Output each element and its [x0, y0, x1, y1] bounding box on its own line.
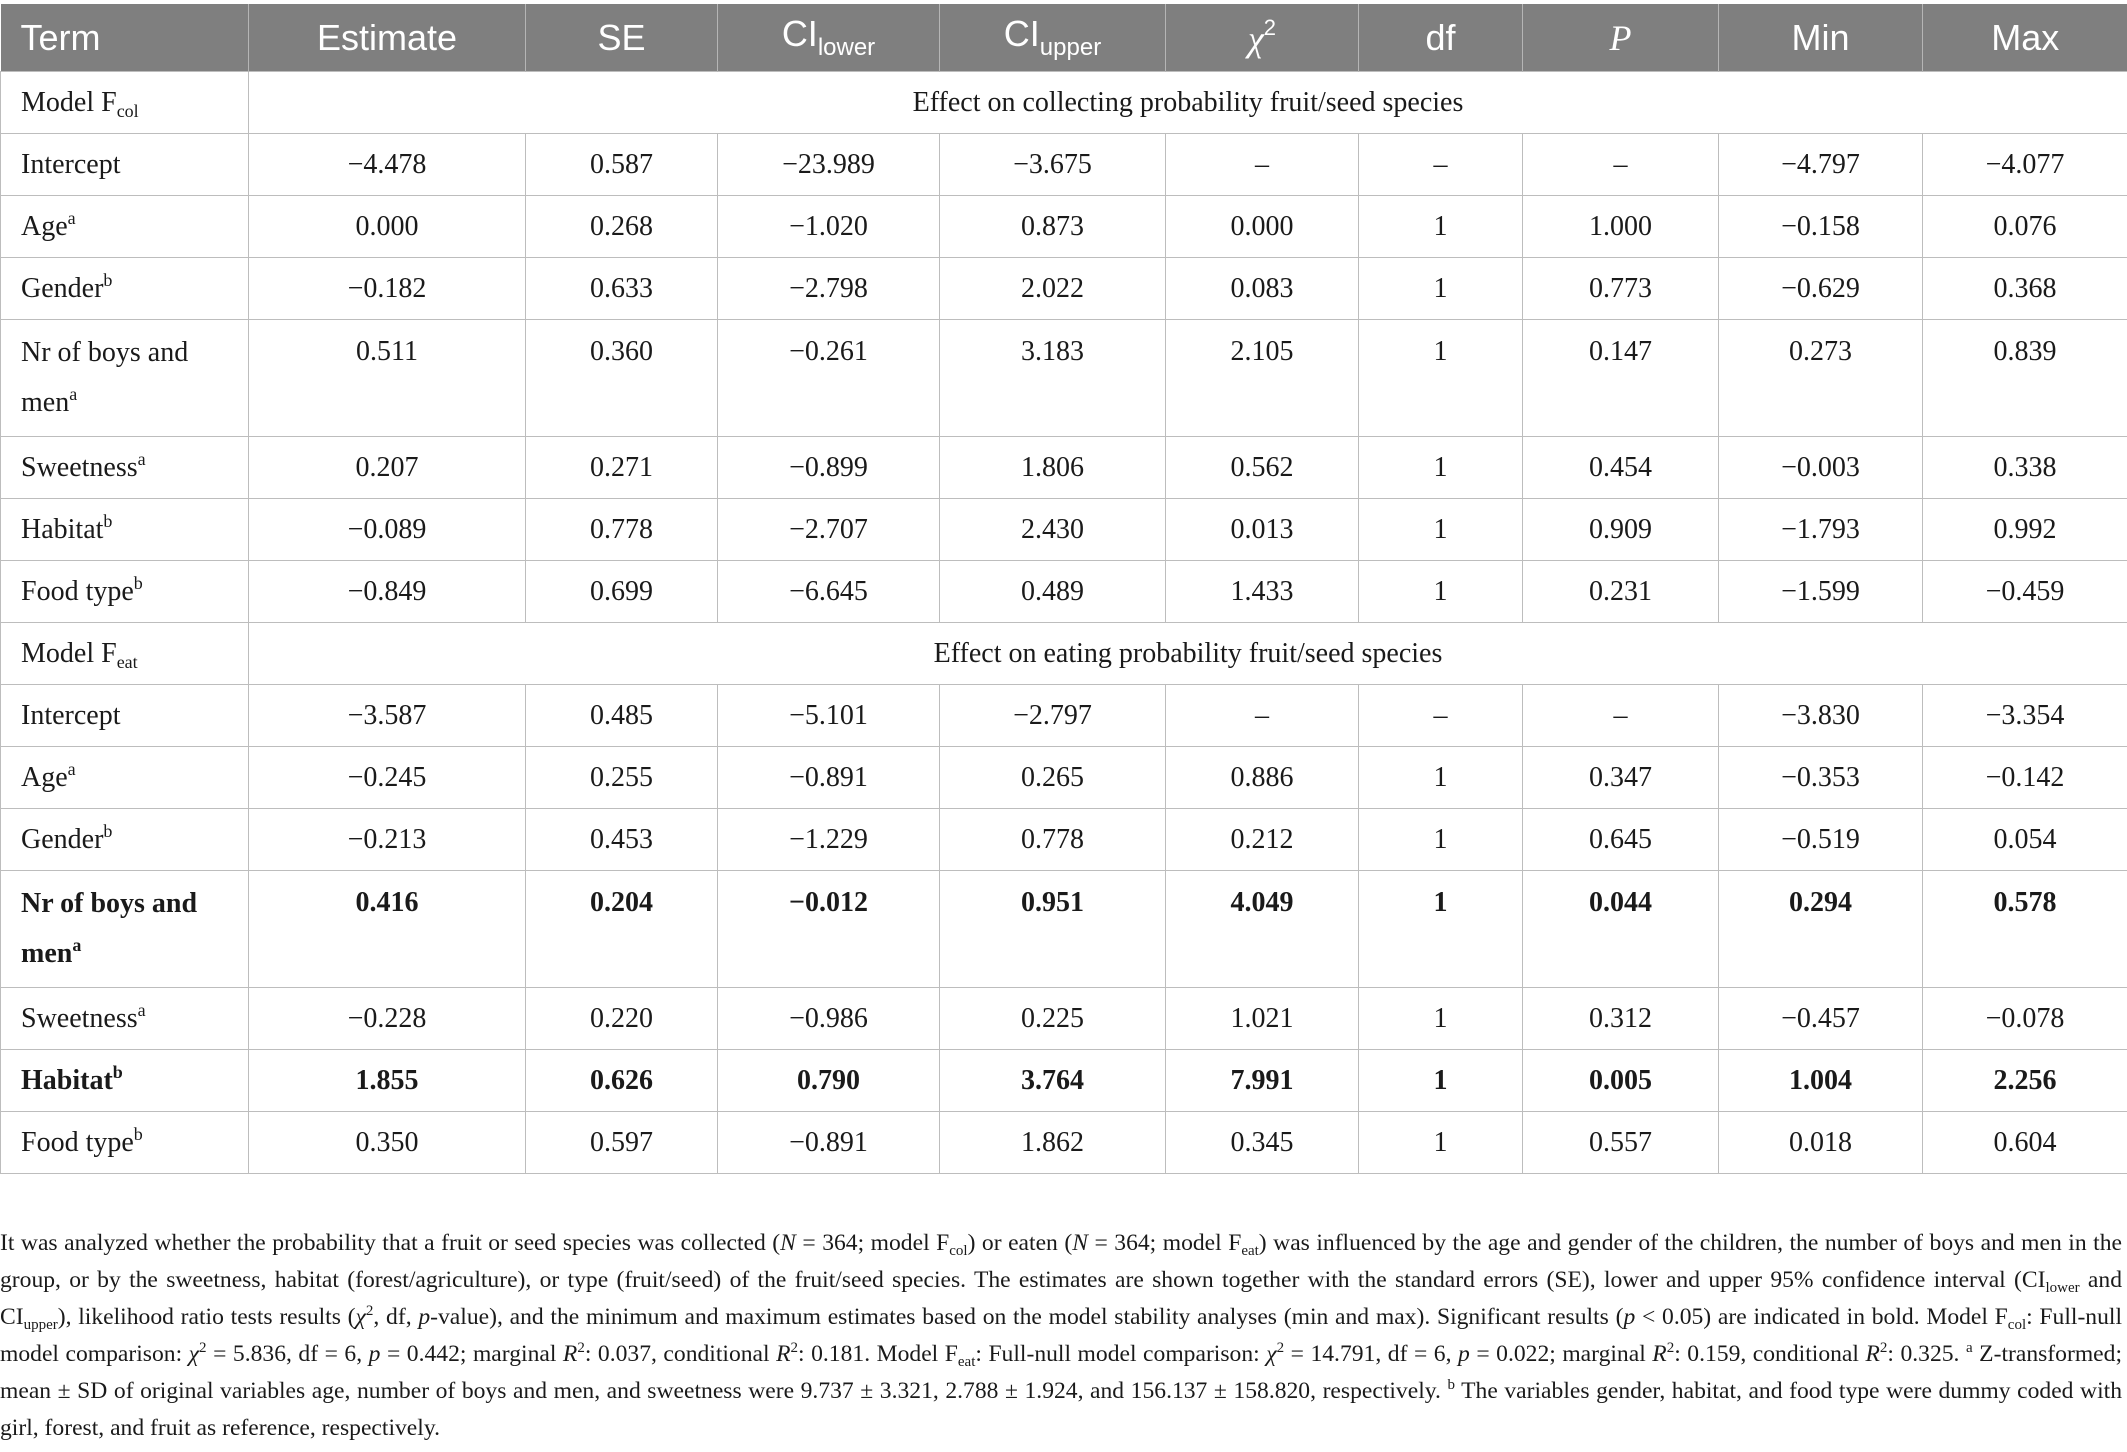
estimate-cell: −4.478 — [249, 134, 526, 196]
ci-upper-cell: −2.797 — [940, 685, 1166, 747]
header-ci-upper-base: CI — [1003, 13, 1040, 54]
table-row — [1, 685, 2127, 747]
se-cell: 0.255 — [526, 747, 718, 809]
ci-lower-cell: −5.101 — [718, 685, 940, 747]
p-cell: 0.231 — [1523, 561, 1719, 623]
term-cell — [1, 134, 249, 196]
estimate-cell: −0.182 — [249, 258, 526, 320]
min-cell: −3.830 — [1719, 685, 1923, 747]
se-cell: 0.204 — [526, 871, 718, 988]
ci-lower-cell: −23.989 — [718, 134, 940, 196]
ci-upper-cell: −3.675 — [940, 134, 1166, 196]
ci-lower-cell: −0.891 — [718, 1112, 940, 1174]
term-text: Gender — [21, 272, 104, 304]
term-text: Gender — [21, 823, 104, 855]
table-header-row — [1, 4, 2127, 72]
term-text: Food type — [21, 575, 134, 607]
term-cell — [1, 1112, 249, 1174]
max-cell: −4.077 — [1923, 134, 2127, 196]
model-label — [1, 72, 249, 134]
max-cell: 2.256 — [1923, 1050, 2127, 1112]
ci-lower-cell: −2.707 — [718, 499, 940, 561]
model-label-base: Model F — [21, 637, 117, 669]
se-cell: 0.220 — [526, 988, 718, 1050]
min-cell: 0.018 — [1719, 1112, 1923, 1174]
min-cell: −1.599 — [1719, 561, 1923, 623]
header-df: df — [1359, 4, 1523, 72]
ci-lower-cell: −0.986 — [718, 988, 940, 1050]
chi2-cell: 0.000 — [1166, 196, 1359, 258]
ci-upper-cell: 3.764 — [940, 1050, 1166, 1112]
p-cell: 0.645 — [1523, 809, 1719, 871]
term-cell — [1, 988, 249, 1050]
p-cell: 0.347 — [1523, 747, 1719, 809]
section-title: Effect on eating probability fruit/seed species — [249, 623, 2127, 685]
ci-lower-cell: −2.798 — [718, 258, 940, 320]
model-label-sub: col — [116, 100, 139, 121]
term-cell — [1, 871, 249, 988]
estimate-cell: 0.511 — [249, 320, 526, 437]
estimate-cell: 0.350 — [249, 1112, 526, 1174]
table-row — [1, 561, 2127, 623]
table-row — [1, 988, 2127, 1050]
header-p-label: P — [1609, 17, 1632, 58]
p-cell: 1.000 — [1523, 196, 1719, 258]
estimate-cell: 0.416 — [249, 871, 526, 988]
df-cell: 1 — [1359, 499, 1523, 561]
df-cell: – — [1359, 685, 1523, 747]
se-cell: 0.360 — [526, 320, 718, 437]
term-sup: b — [112, 1061, 123, 1082]
ci-upper-cell: 1.862 — [940, 1112, 1166, 1174]
table-row — [1, 196, 2127, 258]
df-cell: 1 — [1359, 747, 1523, 809]
term-cell — [1, 747, 249, 809]
term-cell — [1, 320, 249, 437]
header-max: Max — [1923, 4, 2127, 72]
term-sup: a — [137, 999, 146, 1020]
header-ci-upper-sub: upper — [1039, 34, 1102, 61]
se-cell: 0.587 — [526, 134, 718, 196]
df-cell: 1 — [1359, 437, 1523, 499]
estimate-cell: −0.849 — [249, 561, 526, 623]
term-text: Age — [21, 210, 68, 242]
chi2-cell: 7.991 — [1166, 1050, 1359, 1112]
ci-lower-cell: −0.891 — [718, 747, 940, 809]
p-cell: 0.773 — [1523, 258, 1719, 320]
max-cell: −3.354 — [1923, 685, 2127, 747]
p-cell: 0.005 — [1523, 1050, 1719, 1112]
ci-upper-cell: 2.430 — [940, 499, 1166, 561]
ci-upper-cell: 0.265 — [940, 747, 1166, 809]
max-cell: 0.338 — [1923, 437, 2127, 499]
estimate-cell: −0.228 — [249, 988, 526, 1050]
se-cell: 0.626 — [526, 1050, 718, 1112]
max-cell: −0.142 — [1923, 747, 2127, 809]
df-cell: 1 — [1359, 561, 1523, 623]
header-min: Min — [1719, 4, 1923, 72]
df-cell: 1 — [1359, 258, 1523, 320]
max-cell: 0.076 — [1923, 196, 2127, 258]
estimate-cell: −0.089 — [249, 499, 526, 561]
term-text: Intercept — [21, 699, 121, 731]
max-cell: 0.054 — [1923, 809, 2127, 871]
max-cell: 0.368 — [1923, 258, 2127, 320]
header-se: SE — [526, 4, 718, 72]
ci-lower-cell: −6.645 — [718, 561, 940, 623]
max-cell: 0.839 — [1923, 320, 2127, 437]
se-cell: 0.271 — [526, 437, 718, 499]
header-chi-square — [1166, 4, 1359, 72]
term-sup: a — [69, 384, 78, 404]
estimate-cell: −0.213 — [249, 809, 526, 871]
ci-lower-cell: −0.899 — [718, 437, 940, 499]
term-cell — [1, 258, 249, 320]
section-row-feat — [1, 623, 2127, 685]
chi2-cell: 0.212 — [1166, 809, 1359, 871]
term-text: Nr of boys and — [21, 888, 198, 919]
chi2-cell: 0.013 — [1166, 499, 1359, 561]
chi2-cell: 0.345 — [1166, 1112, 1359, 1174]
header-ci-upper — [940, 4, 1166, 72]
table-row — [1, 499, 2127, 561]
max-cell: −0.459 — [1923, 561, 2127, 623]
chi2-cell: 2.105 — [1166, 320, 1359, 437]
term-sup: a — [137, 448, 146, 469]
term-sup: b — [103, 820, 113, 841]
p-cell: 0.044 — [1523, 871, 1719, 988]
term-text: Nr of boys and — [21, 337, 189, 368]
min-cell: −0.519 — [1719, 809, 1923, 871]
header-ci-lower-base: CI — [781, 13, 818, 54]
header-ci-lower — [718, 4, 940, 72]
ci-upper-cell: 3.183 — [940, 320, 1166, 437]
term-text: Food type — [21, 1126, 134, 1158]
chi2-cell: 1.021 — [1166, 988, 1359, 1050]
ci-upper-cell: 1.806 — [940, 437, 1166, 499]
results-table — [0, 4, 2127, 1174]
se-cell: 0.699 — [526, 561, 718, 623]
term-sup: b — [133, 1123, 143, 1144]
section-title: Effect on collecting probability fruit/seed species — [249, 72, 2127, 134]
term-text: Sweetness — [21, 1002, 138, 1034]
term-text: Sweetness — [21, 451, 138, 483]
chi2-cell: 0.562 — [1166, 437, 1359, 499]
table-row — [1, 437, 2127, 499]
min-cell: −0.158 — [1719, 196, 1923, 258]
table-row-significant — [1, 871, 2127, 988]
term-sup: a — [72, 935, 82, 955]
ci-upper-cell: 2.022 — [940, 258, 1166, 320]
p-cell: 0.557 — [1523, 1112, 1719, 1174]
ci-upper-cell: 0.225 — [940, 988, 1166, 1050]
estimate-cell: 0.207 — [249, 437, 526, 499]
chi2-cell: 0.886 — [1166, 747, 1359, 809]
ci-upper-cell: 0.873 — [940, 196, 1166, 258]
table-row-significant — [1, 1050, 2127, 1112]
model-label-sub: eat — [116, 651, 138, 672]
term-cell — [1, 196, 249, 258]
term-cell — [1, 809, 249, 871]
header-p — [1523, 4, 1719, 72]
term-sup: a — [67, 758, 76, 779]
se-cell: 0.597 — [526, 1112, 718, 1174]
term-text-line2: men — [21, 938, 73, 969]
df-cell: 1 — [1359, 871, 1523, 988]
se-cell: 0.485 — [526, 685, 718, 747]
table-row — [1, 809, 2127, 871]
se-cell: 0.268 — [526, 196, 718, 258]
p-cell: 0.909 — [1523, 499, 1719, 561]
term-text: Age — [21, 761, 68, 793]
term-sup: a — [67, 207, 76, 228]
p-cell: – — [1523, 134, 1719, 196]
df-cell: 1 — [1359, 809, 1523, 871]
term-text: Habitat — [21, 513, 104, 545]
term-cell — [1, 1050, 249, 1112]
ci-lower-cell: 0.790 — [718, 1050, 940, 1112]
ci-upper-cell: 0.778 — [940, 809, 1166, 871]
min-cell: −4.797 — [1719, 134, 1923, 196]
term-cell — [1, 685, 249, 747]
term-cell — [1, 437, 249, 499]
min-cell: −0.629 — [1719, 258, 1923, 320]
table-row — [1, 258, 2127, 320]
df-cell: – — [1359, 134, 1523, 196]
header-estimate: Estimate — [249, 4, 526, 72]
header-ci-lower-sub: lower — [817, 34, 876, 61]
se-cell: 0.778 — [526, 499, 718, 561]
term-sup: b — [103, 510, 113, 531]
model-label — [1, 623, 249, 685]
se-cell: 0.453 — [526, 809, 718, 871]
min-cell: −0.353 — [1719, 747, 1923, 809]
chi2-cell: 1.433 — [1166, 561, 1359, 623]
df-cell: 1 — [1359, 196, 1523, 258]
term-text: Intercept — [21, 148, 121, 180]
table-row — [1, 747, 2127, 809]
ci-lower-cell: −0.261 — [718, 320, 940, 437]
term-text: Habitat — [21, 1064, 113, 1096]
min-cell: −1.793 — [1719, 499, 1923, 561]
se-cell: 0.633 — [526, 258, 718, 320]
max-cell: 0.604 — [1923, 1112, 2127, 1174]
min-cell: 0.294 — [1719, 871, 1923, 988]
ci-lower-cell: −1.229 — [718, 809, 940, 871]
chi2-cell: 4.049 — [1166, 871, 1359, 988]
estimate-cell: 0.000 — [249, 196, 526, 258]
term-text-line2: men — [21, 387, 70, 418]
ci-lower-cell: −1.020 — [718, 196, 940, 258]
model-label-base: Model F — [21, 86, 117, 118]
header-term: Term — [1, 4, 249, 72]
min-cell: −0.457 — [1719, 988, 1923, 1050]
df-cell: 1 — [1359, 988, 1523, 1050]
p-cell: 0.312 — [1523, 988, 1719, 1050]
p-cell: 0.454 — [1523, 437, 1719, 499]
ci-lower-cell: −0.012 — [718, 871, 940, 988]
ci-upper-cell: 0.951 — [940, 871, 1166, 988]
min-cell: −0.003 — [1719, 437, 1923, 499]
header-chi-sup: 2 — [1263, 15, 1277, 40]
chi2-cell: 0.083 — [1166, 258, 1359, 320]
min-cell: 0.273 — [1719, 320, 1923, 437]
table-row — [1, 1112, 2127, 1174]
estimate-cell: −3.587 — [249, 685, 526, 747]
estimate-cell: 1.855 — [249, 1050, 526, 1112]
term-cell — [1, 499, 249, 561]
section-row-fcol — [1, 72, 2127, 134]
estimate-cell: −0.245 — [249, 747, 526, 809]
df-cell: 1 — [1359, 1112, 1523, 1174]
term-sup: b — [133, 572, 143, 593]
ci-upper-cell: 0.489 — [940, 561, 1166, 623]
max-cell: −0.078 — [1923, 988, 2127, 1050]
term-cell — [1, 561, 249, 623]
df-cell: 1 — [1359, 1050, 1523, 1112]
p-cell: – — [1523, 685, 1719, 747]
chi2-cell: – — [1166, 134, 1359, 196]
table-row — [1, 320, 2127, 437]
df-cell: 1 — [1359, 320, 1523, 437]
max-cell: 0.578 — [1923, 871, 2127, 988]
header-chi-base: χ — [1247, 19, 1264, 59]
p-cell: 0.147 — [1523, 320, 1719, 437]
max-cell: 0.992 — [1923, 499, 2127, 561]
term-sup: b — [103, 269, 113, 290]
table-footnote: It was analyzed whether the probability that a fruit or seed species was collected (N = 364; model $F_{col}$) or eaten (N = 364; model $F_{eat}$) was influenced by the age and gender of the children, the number of boys and men in the group, or by the sweetness, habitat (forest/agriculture), or type (fruit/seed) of the fruit/seed species. The estimates are shown together with the standard errors (SE), lower and upper 95% confidence interval ($CI_{lower}$ and $CI_{upper}$), likelihood ratio tests results ($\chi^2$, df, p-value), and the minimum and maximum estimates based on the model stability analyses (min and max). Significant results (p < 0.05) are indicated in bold. Model $F_{col}$: Full-null model comparison: $\chi^2 = 5.836$, df = 6, p = 0.442; marginal $R^2$: 0.037, conditional $R^2$: 0.181. Model $F_{eat}$: Full-null model comparison: $\chi^2 = 14.791$, df = 6, p = 0.022; marginal $R^2$: 0.159, conditional $R^2$: 0.325. $^a$ Z-transformed; mean ± SD of original variables age, number of boys and men, and sweetness were 9.737 ± 3.321, 2.788 ± 1.924, and 156.137 ± 158.820, respectively. $^b$ The variables gender, habitat, and food type were dummy coded with girl, forest, and fruit as reference, respectively. — [0, 1230, 2123, 1441]
min-cell: 1.004 — [1719, 1050, 1923, 1112]
chi2-cell: – — [1166, 685, 1359, 747]
table-row — [1, 134, 2127, 196]
